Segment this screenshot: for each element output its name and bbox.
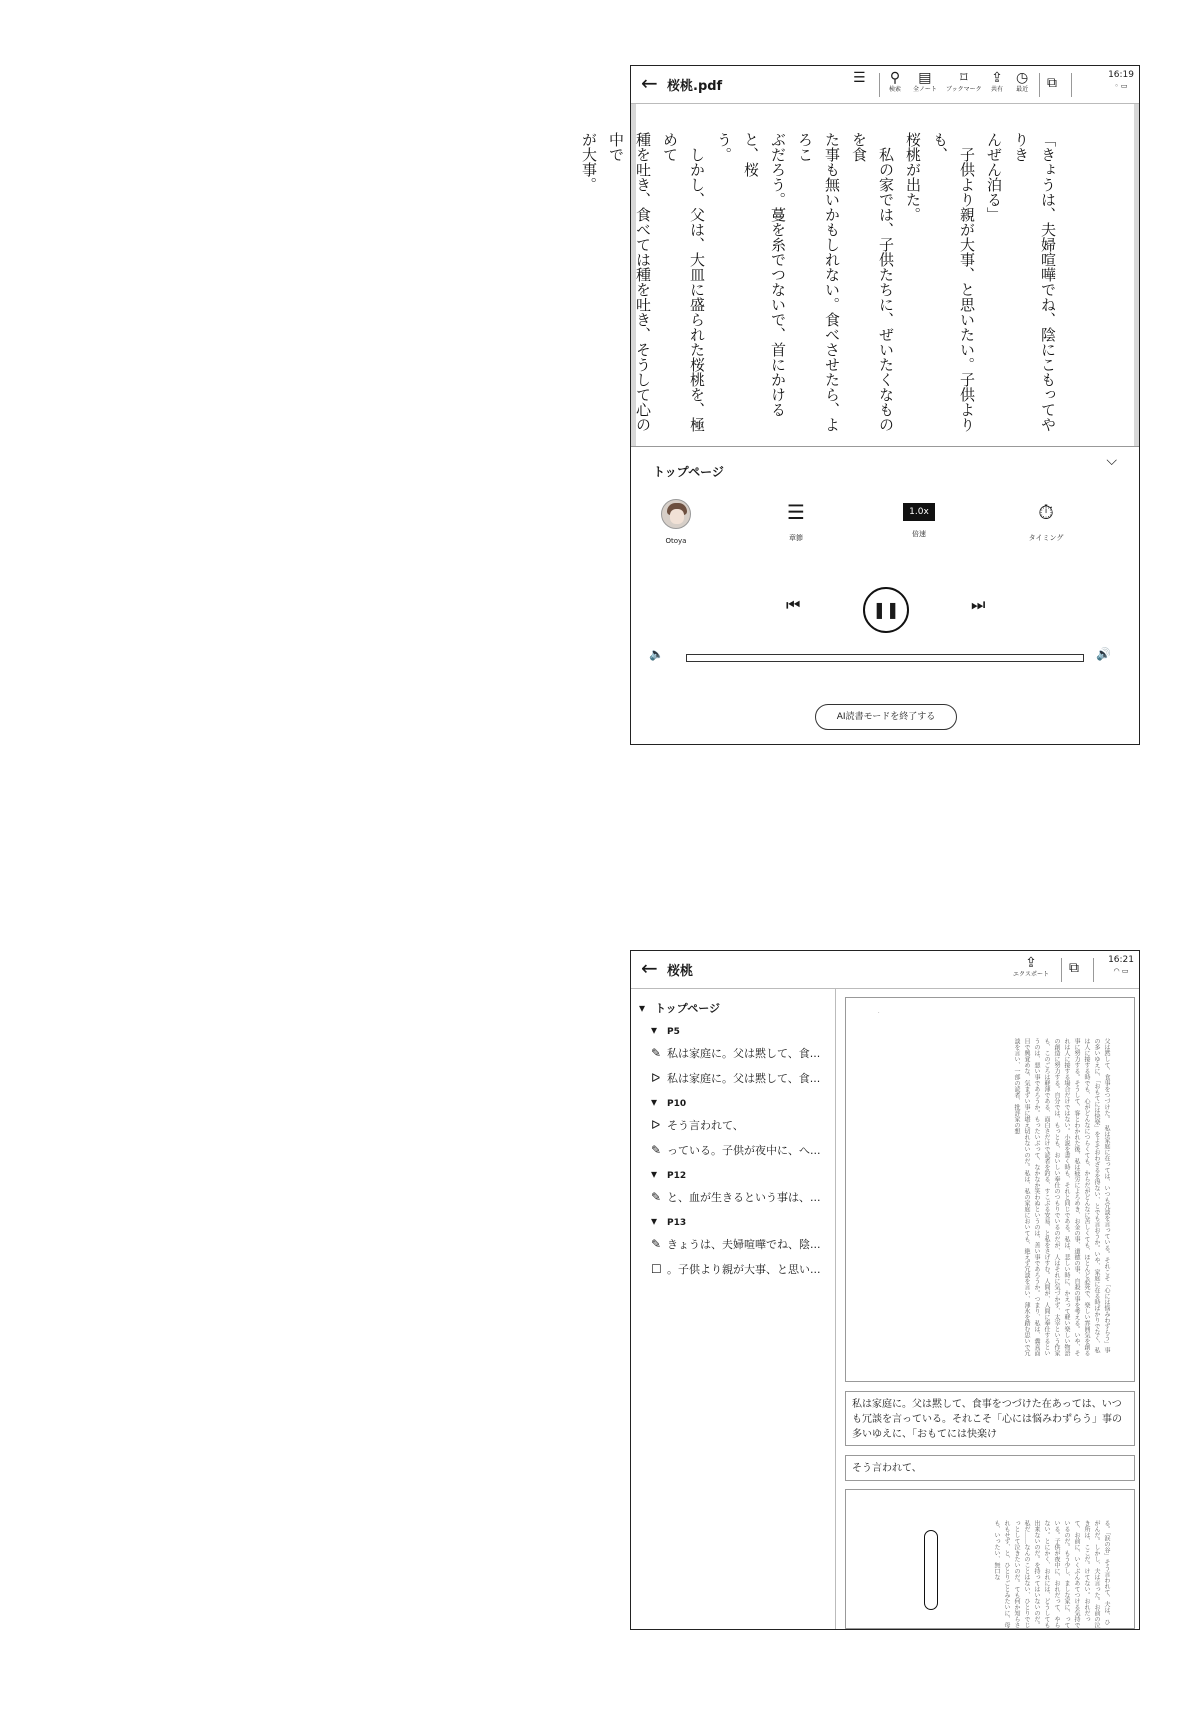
toc-button[interactable]: [853, 70, 866, 86]
recent-button[interactable]: ◷ 最近: [1016, 70, 1029, 93]
caret-down-icon: ▾: [651, 1167, 658, 1181]
tree-label: P10: [667, 1099, 687, 1109]
tree-label: P12: [667, 1171, 687, 1181]
end-ai-reading-button[interactable]: AI読書モードを終了する: [815, 704, 957, 730]
voice-selector[interactable]: [636, 499, 716, 545]
panel-title: トップページ: [653, 465, 724, 479]
top-bar: [631, 951, 1139, 989]
tree-group[interactable]: [631, 1091, 835, 1113]
clock-time: 16:19: [1108, 70, 1134, 80]
notebook-icon: ▤: [918, 70, 932, 86]
search-icon: ⚲: [889, 70, 901, 86]
page-mark: ·: [878, 1010, 880, 1016]
text-line: 「きょうは、夫婦喧嘩でね、陰にこもってやりき: [1012, 132, 1057, 432]
avatar: [661, 499, 691, 529]
timer-button[interactable]: ⏱ タイミング: [1006, 499, 1086, 543]
highlight-note[interactable]: 私は家庭に。父は黙して、食事をつづけた在あっては、いつも冗談を言っている。それこそ「心には悩みわずらう」事の多いゆえに、「おもてには快楽け: [845, 1391, 1135, 1446]
list-icon: ☰: [853, 70, 866, 86]
clock-time: 16:21: [1108, 955, 1134, 965]
multi-window-button[interactable]: [1069, 960, 1079, 976]
annotation-tree: [631, 989, 836, 1629]
toolbar-divider: [1071, 73, 1072, 97]
all-notes-button[interactable]: ▤ 全ノート: [913, 70, 937, 93]
toolbar-divider: [879, 73, 880, 97]
wifi-battery-icon: ◠ ▭: [1113, 967, 1129, 975]
reader-window-tts: [580, 65, 1140, 745]
chevron-down-icon[interactable]: ⌵: [1106, 453, 1117, 469]
text-line: ぶだろう。蔓を糸でつないで、首にかけると、桜: [742, 132, 787, 417]
highlight-note[interactable]: そう言われて、: [845, 1455, 1135, 1481]
notes-window: [630, 950, 1140, 1630]
caret-down-icon: ▾: [651, 1023, 658, 1037]
text-line: しかし、父は、大皿に盛られた桜桃を、極めて: [661, 132, 706, 432]
tree-group[interactable]: [631, 1210, 835, 1232]
text-line: 種を吐き、食べては種を吐き、そうして心の中で: [607, 132, 652, 432]
pause-button[interactable]: [863, 587, 909, 633]
toolbar-divider: [1061, 958, 1062, 982]
window-icon: ⧉: [1069, 960, 1079, 976]
tree-label: 私は家庭に。父は黙して、食...: [667, 1047, 821, 1060]
document-title: 桜桃: [667, 964, 694, 979]
status-area: [1108, 955, 1134, 977]
flag-icon: ᐅ: [651, 1118, 661, 1132]
flag-icon: ᐅ: [651, 1071, 661, 1085]
text-line: 子供より親が大事、と思いたい。子供よりも、: [931, 132, 976, 432]
caret-down-icon: ▾: [651, 1214, 658, 1228]
back-arrow-icon[interactable]: ←: [641, 71, 658, 95]
page-edge: [1134, 104, 1139, 446]
toolbar-divider: [1093, 958, 1094, 982]
pen-icon: ✎: [651, 1237, 662, 1251]
back-arrow-icon[interactable]: ←: [641, 956, 658, 980]
volume-slider[interactable]: [686, 654, 1084, 662]
bookmark-button[interactable]: ⌑ ブックマーク: [946, 70, 982, 93]
export-icon: ⇪: [1025, 955, 1037, 971]
multi-window-button[interactable]: [1047, 75, 1057, 91]
page-thumbnail-p5[interactable]: [845, 997, 1135, 1382]
thumbnail-text: 父は黙して、食事をつづけた。 私は家庭に在っては、いつも冗談を言っている。それこそ「心には悩みわずらう」事の多いゆえに、「おもてには快楽」をよそおわざるを得ない、とでも言おうか。いや、家庭に在る時ばかりでなく、私は人に接する時でも、心がどんなにつらくても、からだがどんなに苦しくても、ほとんど必死で、楽しい雰囲気を創る事に努力する。そうして、客とわかれた後、私は疲労によろめき、お金の事、道徳の事、自殺の事を考える。いや、それは人に接する場合だけではない。小説を書く時も、それと同じである。私は、悲しい時に、かえって軽い楽しい物語の創造に努力する。自分では、もっとも、おいしい奉仕のつもりでいるのだが、人はそれに気づかず、太宰という作家も、このごろは軽薄である、面白さだけで読者を釣る、すこぶる安易、と私をさげすむ。人間が、人間に奉仕するというのは、悪い事であろうか。もったいぶって、なかなか笑わぬというのは、善い事であろうか。つまり、私は、糞真面目で興覚めな、気まずい事に堪え切れないのだ。私は、私の家庭においても、絶えず冗談を言い、薄氷を踏む思いで冗談を言い、一部の読者、批評家の想: [1013, 1038, 1110, 1356]
pen-circle-annotation: [924, 1530, 938, 1610]
text-line: んぜん泊る」: [985, 132, 1003, 222]
text-line: 私の家では、子供たちに、ぜいたくなものを食: [850, 132, 895, 432]
speed-button[interactable]: 1.0x 倍速: [879, 499, 959, 539]
text-line: た事も無いかもしれない。食べさせたら、よろこ: [796, 132, 841, 432]
caret-down-icon: ▾: [651, 1095, 658, 1109]
speed-value: 1.0x: [903, 503, 935, 521]
text-line: 桜桃が出た。: [904, 132, 922, 222]
next-track-icon[interactable]: ⏭: [971, 595, 986, 614]
annotation-item[interactable]: [631, 1066, 835, 1091]
toolbar-divider: [1039, 73, 1040, 97]
page-view[interactable]: [580, 104, 1139, 446]
list-icon: ☰: [787, 500, 805, 524]
text-line: う。: [715, 132, 733, 162]
share-button[interactable]: ⇪ 共有: [991, 70, 1004, 93]
export-button[interactable]: ⇪ エクスポート: [1013, 955, 1049, 978]
tree-label: そう言われて、: [667, 1119, 744, 1132]
annotation-item[interactable]: [631, 1257, 835, 1282]
annotation-item[interactable]: [631, 1041, 835, 1066]
page-thumbnail-p10[interactable]: [845, 1489, 1135, 1629]
pen-icon: ✎: [651, 1190, 662, 1204]
chapter-button[interactable]: ☰ 章節: [756, 499, 836, 543]
annotation-item[interactable]: [631, 1113, 835, 1138]
tree-label: きょうは、夫婦喧嘩でね、陰...: [667, 1238, 821, 1251]
bookmark-icon: ⌑: [960, 70, 968, 86]
caret-down-icon: ▾: [639, 1001, 646, 1015]
voice-label: Otoya: [665, 537, 687, 545]
status-area: [1108, 70, 1134, 92]
volume-high-icon: 🔊: [1096, 647, 1111, 661]
ai-reading-panel: [631, 446, 1139, 744]
pause-icon: ❚❚: [872, 600, 900, 619]
annotation-item[interactable]: [631, 1185, 835, 1210]
tree-group[interactable]: [631, 1163, 835, 1185]
top-bar: [631, 66, 1139, 104]
history-icon: ◷: [1016, 70, 1029, 86]
tree-group[interactable]: [631, 1019, 835, 1041]
pen-icon: ✎: [651, 1143, 662, 1157]
share-icon: ⇪: [991, 70, 1003, 86]
pen-icon: ✎: [651, 1046, 662, 1060]
tree-label: っている。子供が夜中に、へ...: [667, 1144, 821, 1157]
annotation-item[interactable]: [631, 1232, 835, 1257]
wifi-battery-icon: ◦ ▭: [1114, 82, 1128, 90]
comment-icon: ☐: [651, 1262, 662, 1276]
search-button[interactable]: ⚲ 検索: [889, 70, 902, 93]
note-content-area: [837, 989, 1139, 1629]
vertical-page-text: [580, 132, 1061, 432]
stopwatch-icon: ⏱: [1038, 500, 1054, 524]
thumbnail-text: る。「涙の谷」そう言われて、夫は、ひがんだ。しかし、夫は言った。お前の泣き所は、ここだ。けてない。おれだって、お前に、いくぶんあてつける気持でいるのだ。もう少し、ましな家に、っている。子供が夜中に、おれだって、やらない。とにかく、おれには、どうしても出来ないのだ。を持ってはいないのだ。私だ……なんのことはない、ひとりでじっとして泣きたいのだ。ても何か知らされもせず、と、ひとりごとみたいに、母も、いったい、無口な: [993, 1520, 1110, 1628]
tree-label: P13: [667, 1218, 687, 1228]
tree-label: 私は家庭に。父は黙して、食...: [667, 1072, 821, 1085]
tree-label: P5: [667, 1027, 680, 1037]
volume-low-icon: 🔈: [649, 647, 664, 661]
tree-label: 。子供より親が大事、と思い...: [667, 1263, 821, 1276]
tree-group[interactable]: [631, 997, 835, 1019]
window-icon: ⧉: [1047, 75, 1057, 91]
annotation-item[interactable]: [631, 1138, 835, 1163]
tree-label: と、血が生きるという事は、...: [667, 1191, 821, 1204]
text-line: が大事。: [580, 132, 598, 192]
document-title: 桜桃.pdf: [667, 79, 723, 94]
tree-label: トップページ: [655, 1002, 721, 1015]
previous-track-icon[interactable]: ⏮: [786, 595, 801, 614]
